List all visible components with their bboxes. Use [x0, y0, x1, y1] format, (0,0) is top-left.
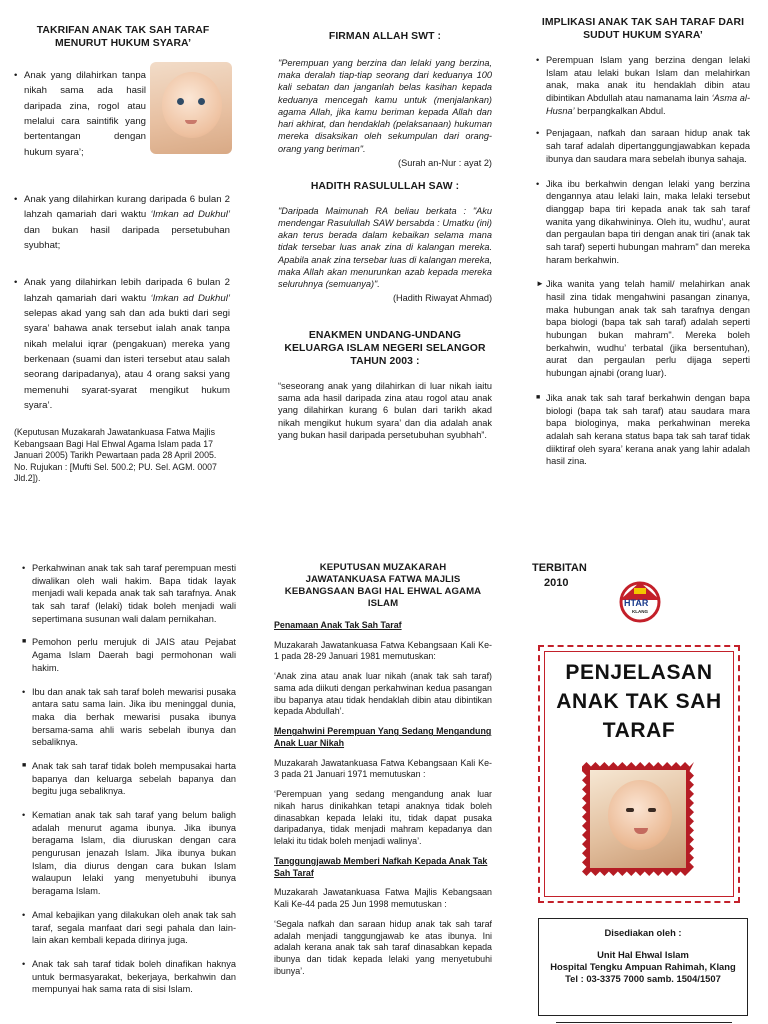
- keputusan-p3: Muzakarah Jawatankuasa Fatwa Kebangsaan Kali Ke-3 pada 21 Januari 1971 memutuskan :: [274, 757, 492, 780]
- implikasi-bullet-2: • Penjagaan, nafkah dan saraan hidup anak tak sah taraf adalah dipertanggungjawabkan kepada ibunya dan saudara mara sebelah ibunya sahaja.: [536, 127, 750, 165]
- bottom-divider: [556, 1022, 732, 1023]
- keputusan-heading: KEPUTUSAN MUZAKARAH JAWATANKUASA FATWA MAJLIS KEBANGSAAN BAGI HAL EHWAL AGAMA ISLAM: [284, 562, 482, 609]
- enakmen-text: “seseorang anak yang dilahirkan di luar nikah iaitu sama ada hasil daripada zina atau rogol atau anak yang dilahirkan kurang 6 bulan dari tarikh akad nikah mengikut hukum syara’ dan dia adalah anak yang bukan hasil daripada persetubuhan syubhah”.: [278, 380, 492, 440]
- takrifan-reference: (Keputusan Muzakarah Jawatankuasa Fatwa Majlis Kebangsaan Bagi Hal Ehwal Agama Islam pada 17 Januari 2005) Tarikh Pewartaan pada 28 April 2005. No. Rujukan : [Mufti Sel. 500.2; PU. Sel. AGM. 0007 Jld.2]).: [14, 427, 217, 484]
- hadith-quote: "Daripada Maimunah RA beliau berkata : "Aku mendengar Rasulullah SAW bersabda : Umatku (ini) akan terus berada dalam kebaikan selama mana tidak tersebar luas anak zina di kalangan mereka. Apabila anak zina tersebar luas di kalangan mereka, maka Allah akan menurunkan azab kepada mereka seluruhnya (semuanya)".: [278, 205, 492, 289]
- hospital-logo: [612, 578, 668, 624]
- panel-implikasi: [536, 16, 750, 468]
- firman-heading: FIRMAN ALLAH SWT :: [328, 31, 442, 42]
- keputusan-sub-1: Penamaan Anak Tak Sah Taraf: [274, 619, 402, 630]
- firman-quote: "Perempuan yang berzina dan lelaki yang berzina, maka deralah tiap-tiap seorang dari keduanya 100 kali sebatan dan janganlah belas kasihan kepada keduanya mencegah kamu untuk (menjalankan) agama Allah, jika kamu beriman kepada Allah dan hari akhirat, dan hendaklah (pelaksanaan) hukuman mereka disaksikan oleh sekumpulan dari orang-orang yang beriman".: [278, 58, 492, 154]
- panel-keputusan: [274, 562, 492, 978]
- takrifan-bullet-1: • Anak yang dilahirkan tanpa nikah sama ada hasil daripada zina, rogol atau melalui cara saintifik yang bertentangan dengan hukum syara’;: [14, 68, 146, 160]
- col4-bullet-5: • Kematian anak tak sah taraf yang belum baligh adalah menurut agama ibunya. Jika ibunya beragama Islam, dia diuruskan dengan cara pengurusan jenazah Islam. Jika ibunya bukan Islam, dia diurus dengan cara bukan Islam walaupun lelaki yang menyetubuhi ibunya beragama Islam.: [22, 809, 236, 898]
- col4-bullet-3: • Ibu dan anak tak sah taraf boleh mewarisi pusaka antara satu sama lain. Jika ibu meninggal dunia, maka dia berhak mewarisi pusaka ibunya bersama-sama ahli waris sebelah ibunya dan sebaliknya.: [22, 686, 236, 749]
- col4-bullet-6: • Amal kebajikan yang dilakukan oleh anak tak sah taraf, segala manfaat dari segi pahala dan lain-lain akan kembali kepada dirinya juga.: [22, 909, 236, 947]
- implikasi-bullet-4: ► Jika wanita yang telah hamil/ melahirkan anak hasil zina tidak mengahwini pasangan zinanya, maka hubungan anak tak sah tarafnya dengan bapa biologi (bapa tak sah taraf) adalah seperti hubungan bukan mahram". Mereka boleh berkahwin, wudhu’ terbatal (jika bersentuhan), aurat dan pergaulan perlu dijaga seperti hubungan ajnabi (orang luar).: [536, 278, 750, 380]
- firman-source: (Surah an-Nur : ayat 2): [398, 157, 492, 168]
- keputusan-p5: Muzakarah Jawatankuasa Fatwa Majlis Kebangsaan Kali Ke-44 pada 25 Jun 1998 memutuskan :: [274, 887, 492, 910]
- panel-firman: [278, 30, 492, 441]
- keputusan-p1: Muzakarah Jawatankuasa Fatwa Kebangsaan Kali Ke-1 pada 28-29 Januari 1981 memutuskan:: [274, 639, 492, 662]
- keputusan-sub-3: Tanggungjawab Memberi Nafkah Kepada Anak Tak Sah Taraf: [274, 855, 488, 878]
- hadith-source: (Hadith Riwayat Ahmad): [392, 293, 492, 304]
- keputusan-sub-2: Mengahwini Perempuan Yang Sedang Mengandung Anak Luar Nikah: [274, 726, 492, 748]
- terbitan-label: TERBITAN: [532, 562, 587, 574]
- implikasi-bullet-5: ■ Jika anak tak sah taraf berkahwin dengan bapa biologi (bapa tak sah taraf) atau saudara mara bapa biologinya, maka perkahwinan mereka adalah sah kerana status bapa tak sah taraf tidak diiktiraf oleh syara’ kerana anak yang lahir adalah hasil zina.: [536, 392, 750, 468]
- baby-photo-top: [150, 62, 232, 154]
- takrifan-bullet-3: • Anak yang dilahirkan lebih daripada 6 bulan 2 lahzah qamariah dari waktu ‘Imkan ad Dukhul’ selepas akad yang sah dan ada bukti dari segi syara’ bahawa anak tersebut ialah anak tanpa nikah melalui iqrar (pengakuan) mereka yang berkenaan (suami dan isteri tersebut atau salah seorang daripadanya), atau 4 orang saksi yang memenuhi syarat-syarat mengikut hukum syara’.: [14, 275, 230, 413]
- panel-takrifan-body: [14, 68, 146, 160]
- credit-box: [538, 918, 748, 1016]
- baby-face: [162, 72, 222, 138]
- cover-baby-eye-left: [626, 808, 634, 812]
- logo-text: HTAR: [624, 598, 649, 608]
- cover-title: PENJELASAN ANAK TAK SAH TARAF: [556, 661, 722, 742]
- keputusan-p6: ‘Segala nafkah dan saraan hidup anak tak sah taraf adalah menjadi tanggungjawab ke atas ibunya. Ini adalah kerana anak tak sah taraf dinasabkan kepada ibunya dan tidak kepada lelaki yang menyetubuhi ibunya’.: [274, 918, 492, 976]
- keputusan-p2: ‘Anak zina atau anak luar nikah (anak tak sah taraf) sama ada diikuti dengan perkahwinan kedua pasangan ibu bapanya atau tidak hendaklah dibin atau dibintikan kepada Abdullah’.: [274, 671, 492, 717]
- baby-eye-right: [198, 98, 205, 105]
- telephone: Tel : 03-3375 7000 samb. 1504/1507: [565, 973, 721, 984]
- baby-photo-cover: [590, 770, 686, 868]
- panel-takrifan: [14, 24, 232, 50]
- enakmen-heading: ENAKMEN UNDANG-UNDANG KELUARGA ISLAM NEGERI SELANGOR TAHUN 2003 :: [284, 329, 486, 367]
- col4-bullet-2: ■ Pemohon perlu merujuk di JAIS atau Pejabat Agama Islam Daerah bagi permohonan wali hakim.: [22, 636, 236, 674]
- unit-name: Unit Hal Ehwal Islam: [597, 949, 689, 960]
- cover-baby-face: [608, 780, 672, 850]
- implikasi-bullet-1: • Perempuan Islam yang berzina dengan lelaki Islam atau lelaki bukan Islam dan melahirkan anak, maka anak itu hendaklah dibin atau dibintikan Abdullah atau namanama lain ‘Asma al-Husna’ berpangkalkan Abdul.: [536, 54, 750, 117]
- keputusan-p4: ‘Perempuan yang sedang mengandung anak luar nikah harus dinikahkan tetapi anaknya tidak boleh dinasabkan kepada lelaki itu, tidak dapat pusaka daripadanya, tidak menjadi mahram kepadanya dan lelaki itu tidak boleh menjadi walinya’.: [274, 789, 492, 847]
- implikasi-bullet-3: • Jika ibu berkahwin dengan lelaki yang berzina dengannya atau lelaki lain, maka lelaki tersebut dianggap bapa tiri kepada anak tak sah taraf wanita yang dikahwininya. Oleh itu, wudhu’, aurat dan pergaulan bapa tiri dengan anak tiri (anak tak sah taraf) seperti hubungan mahram" dan mereka haram berkahwin.: [536, 178, 750, 267]
- cover-baby-eye-right: [648, 808, 656, 812]
- logo-subtext: KLANG: [632, 609, 648, 614]
- panel-perkahwinan: [22, 562, 236, 996]
- baby-eye-left: [177, 98, 184, 105]
- hadith-heading: HADITH RASULULLAH SAW :: [310, 180, 460, 192]
- panel-takrifan-body-2: [14, 192, 230, 485]
- takrifan-bullet-2: • Anak yang dilahirkan kurang daripada 6 bulan 2 lahzah qamariah dari waktu ‘Imkan ad Dukhul’ dan bukan hasil daripada persetubuhan syubhat;: [14, 192, 230, 253]
- col4-bullet-4: ■ Anak tak sah taraf tidak boleh mempusakai harta bapanya dan keluarga sebelah bapanya dan begitu juga sebaliknya.: [22, 760, 236, 798]
- hospital-name: Hospital Tengku Ampuan Rahimah, Klang: [550, 961, 736, 972]
- prepared-label: Disediakan oleh :: [604, 927, 682, 938]
- terbitan-year: 2010: [544, 577, 569, 589]
- takrifan-heading: TAKRIFAN ANAK TAK SAH TARAF MENURUT HUKUM SYARA’: [36, 25, 210, 49]
- implikasi-heading: IMPLIKASI ANAK TAK SAH TARAF DARI SUDUT HUKUM SYARA’: [541, 17, 745, 41]
- col4-bullet-1: • Perkahwinan anak tak sah taraf perempuan mesti diwalikan oleh wali hakim. Bapa tidak layak menjadi wali kepada anak tak sah tarafnya. Anak tak sah taraf (lelaki) tidak boleh menjadi wali sepertimana susunan wali dalam pernikahan.: [22, 562, 236, 625]
- col4-bullet-7: • Anak tak sah taraf tidak boleh dinafikan haknya untuk bermasyarakat, bekerjaya, berkahwin dan mempunyai hak sama rata di sisi Islam.: [22, 958, 236, 996]
